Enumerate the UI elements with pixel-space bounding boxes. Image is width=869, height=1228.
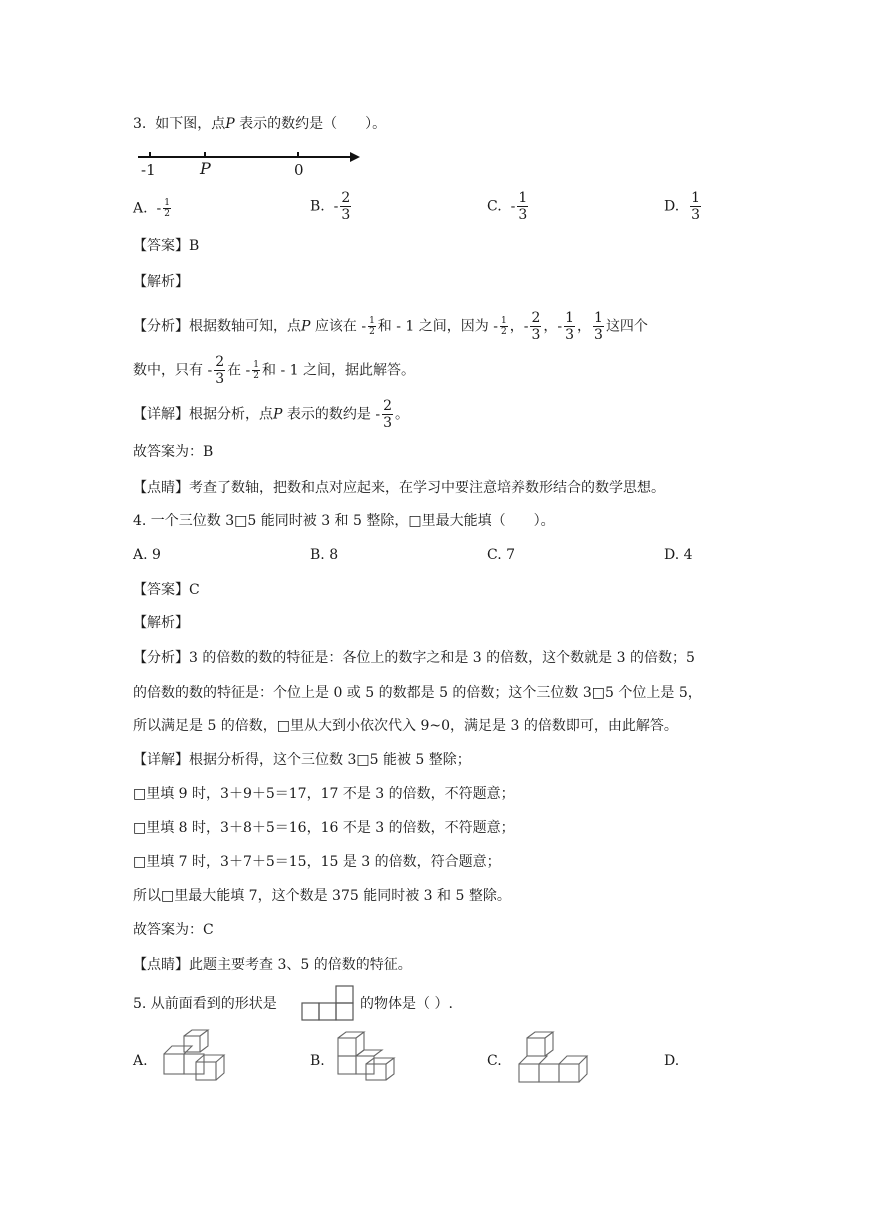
q5-stem-pre: 5. 从前面看到的形状是 — [133, 996, 277, 1012]
q4-option-c: C. 7 — [487, 547, 516, 563]
q4-option-a: A. 9 — [133, 547, 161, 563]
q3-fenxi-line1: 【分析】根据数轴可知，点P 应该在 - $\frac{1}{2}$ 和 - 1 之间，因为 - $\frac{1}{2}$ ，- $\frac{2}{3}$ ，- $\frac{1}{3}$ ， $\frac{1}{3}$ 这四个 — [133, 310, 648, 343]
q5-stem-post: 的物体是（ ）. — [360, 996, 453, 1012]
numberline-label-minus-one: -1 — [141, 161, 156, 179]
q5-option-b-cubes — [336, 1030, 404, 1084]
q4-analysis-tag: 【解析】 — [133, 615, 189, 631]
q3-xiangjie: 【详解】根据分析，点P 表示的数约是 - $\frac{2}{3}$ 。 — [133, 398, 409, 431]
q3-analysis-tag: 【解析】 — [133, 274, 189, 290]
q4-xiangjie-line5: 所以□里最大能填 7，这个数是 375 能同时被 3 和 5 整除。 — [133, 888, 511, 904]
q3-stem: 3. 如下图，点P 表示的数约是（ ）。 — [133, 116, 387, 132]
q4-option-d: D. 4 — [664, 547, 693, 563]
q3-option-a: A. - $\frac{1}{2}$ — [133, 198, 170, 219]
q5-option-b: B. — [310, 1053, 325, 1069]
q4-option-b: B. 8 — [310, 547, 339, 563]
q3-option-c: C. - $\frac{1}{3}$ — [487, 190, 528, 223]
q4-xiangjie-line3: □里填 8 时，3＋8＋5＝16，16 不是 3 的倍数，不符题意； — [133, 820, 515, 836]
q5-option-d: D. — [664, 1053, 680, 1069]
q3-final-answer: 故答案为：B — [133, 444, 214, 460]
q4-xiangjie-line2: □里填 9 时，3＋9＋5＝17，17 不是 3 的倍数，不符题意； — [133, 786, 515, 802]
front-view-figure — [301, 985, 357, 1021]
q4-fenxi-line2: 的倍数的数的特征是：个位上是 0 或 5 的数都是 5 的倍数；这个三位数 3□5 个位上是 5， — [133, 685, 702, 701]
q4-dianjing: 【点睛】此题主要考查 3、5 的倍数的特征。 — [133, 957, 412, 973]
number-line-figure — [138, 148, 368, 178]
q3-option-d: D. $\frac{1}{3}$ — [664, 190, 701, 223]
q3-fenxi-line2: 数中，只有 - $\frac{2}{3}$ 在 - $\frac{1}{2}$ 和 - 1 之间，据此解答。 — [133, 354, 416, 387]
numberline-label-zero: 0 — [294, 161, 304, 179]
q4-fenxi-line3: 所以满足是 5 的倍数，□里从大到小依次代入 9~0，满足是 3 的倍数即可，由此解答。 — [133, 718, 678, 734]
q5-option-c-cubes — [517, 1032, 591, 1086]
q4-answer: 【答案】C — [133, 582, 200, 598]
q3-answer: 【答案】B — [133, 238, 200, 254]
q4-xiangjie-line4: □里填 7 时，3＋7＋5＝15，15 是 3 的倍数，符合题意； — [133, 854, 501, 870]
q5-option-a-cubes — [160, 1028, 234, 1084]
q4-xiangjie-line1: 【详解】根据分析得，这个三位数 3□5 能被 5 整除； — [133, 752, 471, 768]
q3-option-b: B. - $\frac{2}{3}$ — [310, 190, 351, 223]
q4-final-answer: 故答案为：C — [133, 922, 214, 938]
q4-stem: 4. 一个三位数 3□5 能同时被 3 和 5 整除，□里最大能填（ ）。 — [133, 513, 555, 529]
q4-fenxi-line1: 【分析】3 的倍数的数的特征是：各位上的数字之和是 3 的倍数，这个数就是 3 的倍数；5 — [133, 650, 695, 666]
q3-dianjing: 【点睛】考查了数轴，把数和点对应起来，在学习中要注意培养数形结合的数学思想。 — [133, 480, 665, 496]
q5-option-a: A. — [133, 1053, 148, 1069]
numberline-label-p: P — [200, 159, 211, 178]
q5-option-c: C. — [487, 1053, 502, 1069]
